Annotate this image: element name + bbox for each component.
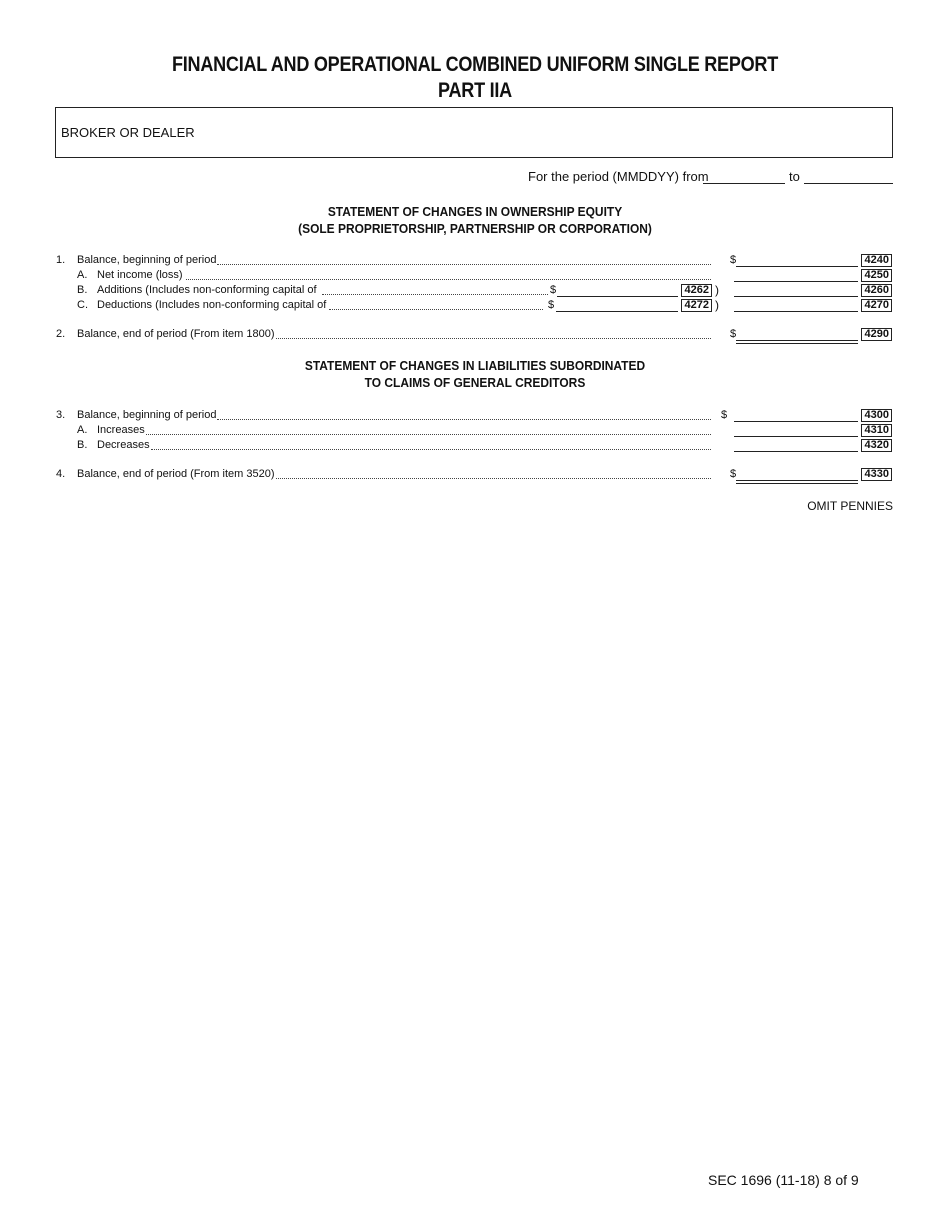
row-number: 4. (56, 468, 66, 480)
row-label: Balance, beginning of period (77, 254, 217, 266)
row-number: 3. (56, 409, 66, 421)
row-label: Increases (97, 424, 145, 436)
code-box-4330: 4330 (861, 468, 892, 481)
amount-field-4290[interactable] (736, 340, 858, 341)
code-box-4250: 4250 (861, 269, 892, 282)
code-box-4270: 4270 (861, 299, 892, 312)
code-box-4262: 4262 (681, 284, 712, 297)
close-paren: ) (715, 298, 719, 312)
amount-field-4330[interactable] (736, 480, 858, 481)
leader-dots (186, 279, 711, 280)
form-footer: SEC 1696 (11-18) 8 of 9 (708, 1172, 859, 1188)
amount-field-4270[interactable] (734, 311, 858, 312)
leader-dots (329, 309, 543, 310)
row-label: Decreases (97, 439, 150, 451)
row-label: Deductions (Includes non-conforming capital of (97, 299, 327, 311)
section-subordinated-liabilities-heading (0, 357, 950, 391)
section2-heading-line2: TO CLAIMS OF GENERAL CREDITORS (364, 375, 586, 390)
code-box-4300: 4300 (861, 409, 892, 422)
broker-dealer-label: BROKER OR DEALER (61, 125, 195, 140)
row-number: A. (77, 269, 88, 281)
row-label: Additions (Includes non-conforming capital of (97, 284, 317, 296)
amount-field-4262[interactable] (557, 296, 678, 297)
period-to-field[interactable] (804, 183, 893, 184)
dollar-sign: $ (730, 468, 737, 480)
section2-heading-line1: STATEMENT OF CHANGES IN LIABILITIES SUBORDINATED (304, 358, 646, 373)
dollar-sign: $ (730, 328, 737, 340)
row-label: Net income (loss) (97, 269, 183, 281)
close-paren: ) (715, 283, 719, 297)
code-box-4310: 4310 (861, 424, 892, 437)
section-ownership-equity-heading (0, 203, 950, 237)
report-title: FINANCIAL AND OPERATIONAL COMBINED UNIFORM SINGLE REPORT (172, 53, 778, 76)
leader-dots (146, 434, 711, 435)
period-to-label: to (789, 169, 800, 184)
leader-dots (322, 294, 548, 295)
row-label: Balance, end of period (From item 1800) (77, 328, 275, 340)
row-label: Balance, beginning of period (77, 409, 217, 421)
dollar-sign: $ (550, 284, 557, 296)
dollar-sign: $ (730, 254, 737, 266)
amount-field-4240[interactable] (736, 266, 858, 267)
code-box-4272: 4272 (681, 299, 712, 312)
report-subtitle: PART IIA (438, 79, 512, 102)
code-box-4260: 4260 (861, 284, 892, 297)
row-number: 2. (56, 328, 66, 340)
row-number: C. (77, 299, 88, 311)
amount-field-4320[interactable] (734, 451, 858, 452)
double-underline (736, 343, 858, 344)
double-underline (736, 483, 858, 484)
period-from-field[interactable] (703, 183, 785, 184)
section1-heading-line1: STATEMENT OF CHANGES IN OWNERSHIP EQUITY (327, 204, 623, 219)
row-number: A. (77, 424, 88, 436)
code-box-4240: 4240 (861, 254, 892, 267)
leader-dots (276, 338, 711, 339)
code-box-4320: 4320 (861, 439, 892, 452)
period-label: For the period (MMDDYY) from (528, 169, 709, 184)
broker-dealer-field[interactable] (55, 107, 893, 158)
amount-field-4300[interactable] (734, 421, 858, 422)
code-box-4290: 4290 (861, 328, 892, 341)
amount-field-4250[interactable] (734, 281, 858, 282)
row-number: B. (77, 439, 88, 451)
dollar-sign: $ (548, 299, 555, 311)
leader-dots (217, 419, 711, 420)
amount-field-4272[interactable] (556, 311, 678, 312)
row-label: Balance, end of period (From item 3520) (77, 468, 275, 480)
amount-field-4260[interactable] (734, 296, 858, 297)
section1-heading-line2: (SOLE PROPRIETORSHIP, PARTNERSHIP OR CORPORATION) (298, 221, 652, 236)
row-number: B. (77, 284, 88, 296)
omit-pennies-note: OMIT PENNIES (807, 499, 893, 513)
leader-dots (151, 449, 711, 450)
row-number: 1. (56, 254, 66, 266)
amount-field-4310[interactable] (734, 436, 858, 437)
leader-dots (217, 264, 711, 265)
dollar-sign: $ (721, 409, 728, 421)
leader-dots (276, 478, 711, 479)
